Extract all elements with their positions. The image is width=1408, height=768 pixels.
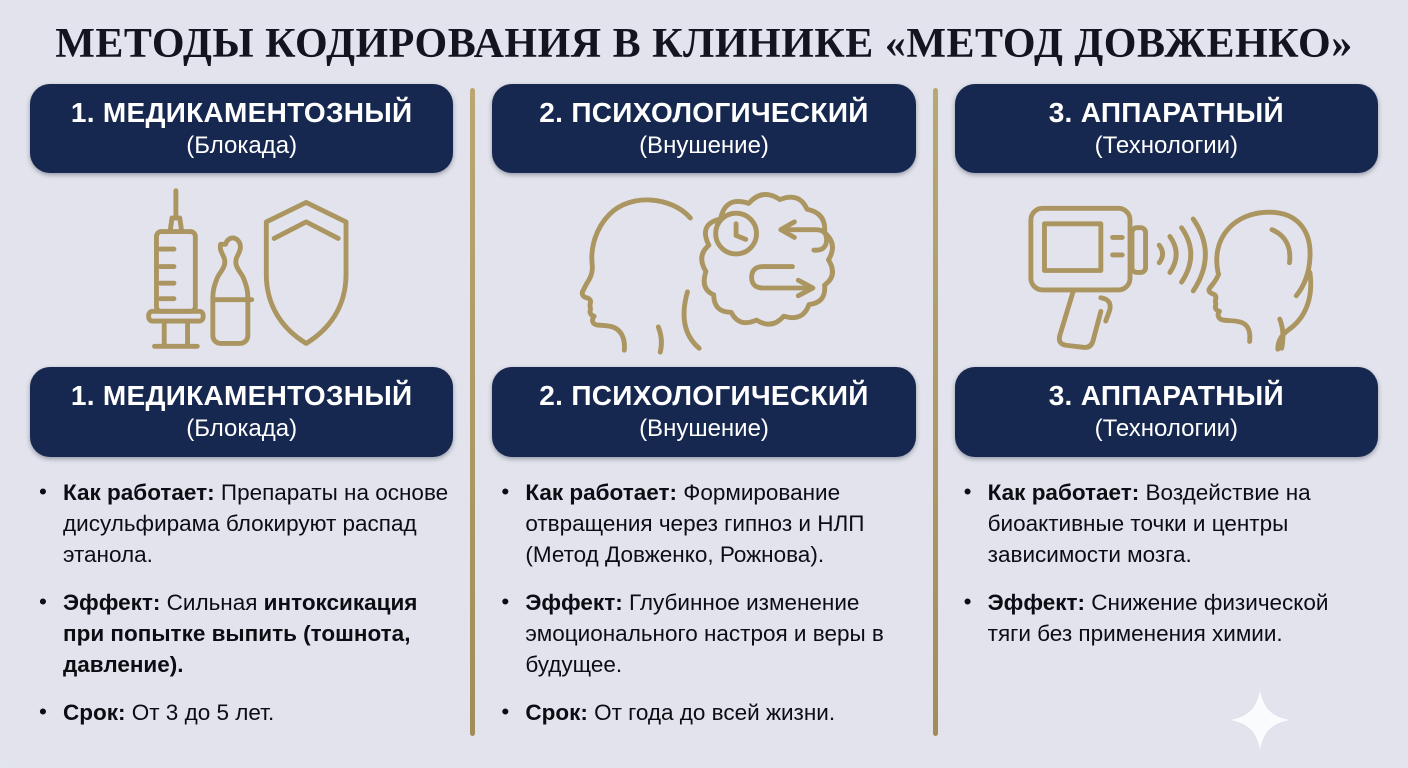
device-waves-head-icon (1011, 183, 1321, 358)
column-2-top-banner (492, 84, 915, 173)
bullet-effect: • Эффект: Сильная интоксикация при попытке выпить (тошнота, давление). (36, 587, 449, 680)
banner-subtitle: (Внушение) (639, 131, 769, 159)
gold-divider (470, 88, 475, 736)
column-3-icon-zone (955, 173, 1378, 367)
gold-divider (933, 88, 938, 736)
syringe-ampoule-shield-icon (122, 183, 362, 358)
column-2-mid-banner (492, 367, 915, 456)
column-1-bullet-list (30, 477, 453, 745)
page-title: МЕТОДЫ КОДИРОВАНИЯ В КЛИНИКЕ «МЕТОД ДОВЖЕНКО» (55, 21, 1353, 67)
column-3-bullet-list (955, 477, 1378, 666)
column-3-mid-banner (955, 367, 1378, 456)
column-2-bullet-list (492, 477, 915, 745)
banner-title: 1. МЕДИКАМЕНТОЗНЫЙ (70, 97, 413, 128)
bullet-how-it-works: • Как работает: Препараты на основе дисульфирама блокируют распад этанола. (36, 477, 449, 570)
column-1-top-banner (30, 84, 453, 173)
bullet-effect: • Эффект: Глубинное изменение эмоционального настроя и веры в будущее. (498, 587, 911, 680)
column-medication (28, 84, 455, 745)
bullet-how-it-works: • Как работает: Воздействие на биоактивные точки и центры зависимости мозга. (961, 477, 1374, 570)
bullet-duration: • Срок: От 3 до 5 лет. (36, 697, 449, 728)
banner-subtitle: (Технологии) (1094, 131, 1239, 159)
banner-title: 1. МЕДИКАМЕНТОЗНЫЙ (70, 380, 413, 412)
column-2-icon-zone (492, 173, 915, 367)
column-3-top-banner (955, 84, 1378, 173)
banner-subtitle: (Внушение) (639, 414, 769, 442)
bullet-effect: • Эффект: Снижение физической тяги без применения химии. (961, 587, 1374, 649)
column-1-icon-zone (30, 173, 453, 367)
banner-subtitle: (Блокада) (186, 414, 298, 442)
banner-title: 2. ПСИХОЛОГИЧЕСКИЙ (539, 380, 869, 412)
bullet-how-it-works: • Как работает: Формирование отвращения через гипноз и НЛП (Метод Довженко, Рожнова). (498, 477, 911, 570)
column-psychological (490, 84, 917, 745)
columns-grid (0, 74, 1408, 745)
banner-title: 3. АППАРАТНЫЙ (1048, 380, 1284, 412)
banner-title: 2. ПСИХОЛОГИЧЕСКИЙ (539, 97, 869, 128)
column-hardware (953, 84, 1380, 745)
banner-subtitle: (Блокада) (186, 131, 298, 159)
head-brain-clock-arrows-icon (559, 183, 849, 358)
column-1-mid-banner (30, 367, 453, 456)
bullet-duration: • Срок: От года до всей жизни. (498, 697, 911, 728)
banner-title: 3. АППАРАТНЫЙ (1048, 97, 1284, 128)
banner-subtitle: (Технологии) (1094, 414, 1239, 442)
sparkle-icon (1230, 690, 1290, 750)
